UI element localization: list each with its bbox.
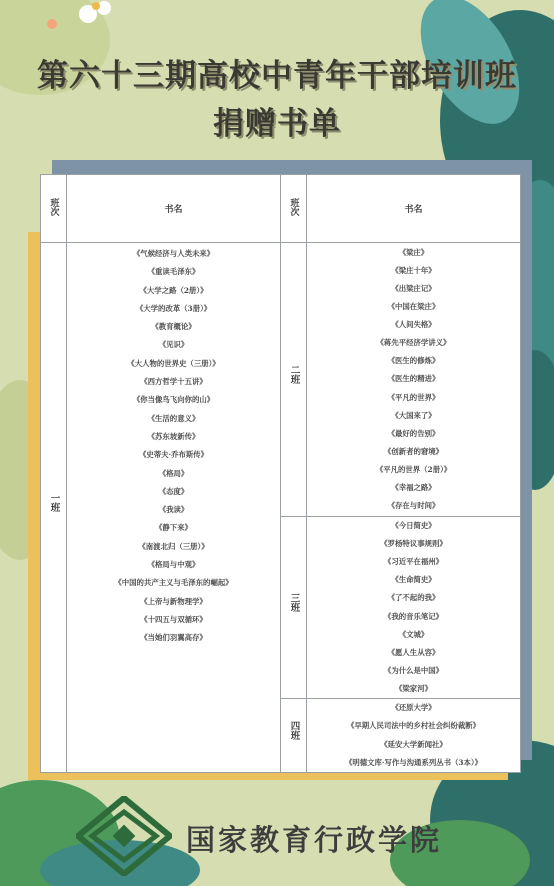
header-ban-left: 班次 (41, 175, 67, 243)
book-item: 《态度》 (158, 486, 189, 496)
book-item: 《幸福之路》 (391, 483, 436, 493)
book-item: 《早期人民司法中的乡村社会纠纷裁断》 (346, 721, 481, 731)
academy-logo-icon (76, 796, 172, 876)
book-item: 《最好的告别》 (387, 428, 440, 438)
book-item: 《创新者的窘境》 (383, 446, 444, 456)
book-item: 《习近平在福州》 (383, 557, 444, 567)
book-item: 《人间失格》 (391, 320, 436, 330)
book-item: 《文城》 (398, 629, 429, 639)
book-item: 《梁庄》 (398, 247, 429, 257)
book-item: 《静下来》 (155, 523, 192, 533)
book-item: 《平凡的世界（2册）》 (375, 464, 452, 474)
book-item: 《医生的修炼》 (387, 356, 440, 366)
class-2-books (307, 243, 521, 517)
book-item: 《梁家河》 (395, 683, 432, 693)
book-item: 《南渡北归（三册）》 (138, 541, 209, 551)
book-item: 《格局与中观》 (147, 560, 200, 570)
book-item: 《蒋先平经济学讲义》 (376, 338, 451, 348)
header-book-right: 书名 (307, 175, 521, 243)
book-item: 《史蒂夫·乔布斯传》 (138, 450, 209, 460)
book-item: 《生活的意义》 (147, 413, 200, 423)
book-item: 《存在与时间》 (387, 501, 440, 511)
class-cell-4: 四班 (281, 699, 307, 773)
book-item: 《当她们羽翼高存》 (140, 633, 207, 643)
book-item: 《中国的共产主义与毛泽东的崛起》 (114, 578, 233, 588)
book-item: 《医生的精进》 (387, 374, 440, 384)
page-subtitle: 捐赠书单 (213, 106, 341, 142)
book-item: 《梁庄十年》 (391, 265, 436, 275)
book-item: 《教育概论》 (151, 322, 196, 332)
book-item: 《延安大学新闻社》 (380, 739, 447, 749)
header-book-left: 书名 (67, 175, 281, 243)
book-item: 《格局》 (158, 468, 189, 478)
book-item: 《罗杨特议事规则》 (380, 539, 447, 549)
class-4-books (307, 699, 521, 773)
book-item: 《你当像鸟飞向你的山》 (132, 395, 215, 405)
book-item: 《大学的改革（3册）》 (135, 303, 212, 313)
book-item: 《今日简史》 (391, 521, 436, 531)
book-list-table (40, 174, 521, 773)
book-item: 《愿人生从容》 (387, 647, 440, 657)
class-cell-1: 一班 (41, 243, 67, 773)
book-item: 《大国来了》 (391, 410, 436, 420)
book-item: 《大学之路（2册）》 (139, 285, 208, 295)
book-item: 《我读》 (158, 505, 189, 515)
book-item: 《还原大学》 (391, 703, 436, 713)
book-item: 《我的音乐笔记》 (383, 611, 444, 621)
book-item: 《出梁庄记》 (391, 283, 436, 293)
book-item: 《十四五与双循环》 (140, 614, 207, 624)
class-1-books (67, 243, 281, 773)
book-item: 《中国在梁庄》 (387, 302, 440, 312)
book-item: 《西方哲学十五讲》 (140, 377, 207, 387)
academy-name: 国家教育行政学院 (186, 823, 443, 857)
class-cell-3: 三班 (281, 517, 307, 699)
book-item: 《气候经济与人类未来》 (132, 249, 215, 258)
book-item: 《重读毛泽东》 (147, 267, 200, 277)
book-item: 《了不起的我》 (387, 593, 440, 603)
book-item: 《上帝与新物理学》 (140, 596, 207, 606)
header-ban-right: 班次 (281, 175, 307, 243)
book-item: 《为什么是中国》 (383, 665, 444, 675)
class-3-books (307, 517, 521, 699)
book-item: 《大人物的世界史（三册）》 (127, 358, 220, 368)
book-item: 《生命简史》 (391, 575, 436, 585)
page-title: 第六十三期高校中青年干部培训班 (37, 58, 517, 94)
book-item: 《苏东坡新传》 (147, 431, 200, 441)
book-item: 《见识》 (158, 340, 189, 350)
book-item: 《明德文库·写作与沟通系列丛书（3本）》 (344, 757, 483, 767)
book-item: 《平凡的世界》 (387, 392, 440, 402)
class-cell-2: 二班 (281, 243, 307, 517)
